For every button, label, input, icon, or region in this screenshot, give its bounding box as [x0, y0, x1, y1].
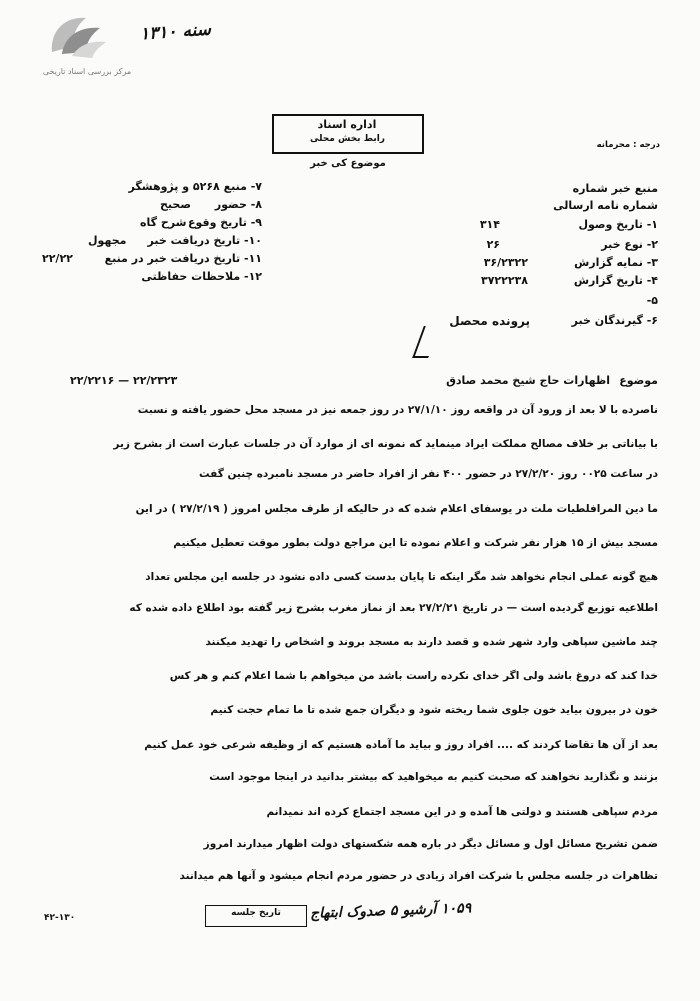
header-right-value: ۲۶ — [486, 238, 500, 251]
subject-text: اظهارات حاج شیخ محمد صادق — [446, 374, 610, 387]
header-left-label: ۸- حضور — [214, 198, 262, 211]
body-line: بعد از آن ها تقاضا کردند که .... افراد روز و بیاید ما آماده هستیم که از وظیفه شرعی خود عمل کنیم — [144, 739, 658, 751]
header-right-value: پرونده محصل — [449, 314, 530, 328]
header-left-value: صحیح — [160, 198, 191, 211]
header-right-label: ۴- تاریخ گزارش — [573, 274, 658, 287]
header-left-label: ۹- تاریخ وقوع — [187, 216, 262, 229]
header-left-value: شرح گاه — [140, 216, 187, 229]
header-left-value: ۲۲/۲۲ — [42, 252, 73, 265]
handwritten-archive-note: ۱۰۵۹ آرشیو ۵ صدوک ابتهاج — [309, 900, 472, 922]
body-line: ضمن تشریح مسائل اول و مسائل دیگر در باره همه شکستهای دولت اظهار میدارند امروز — [203, 838, 658, 850]
body-line: ما دین المرافلطیات ملت در یوسفای اعلام شده که در حالیکه از طرف مجلس امروز ( ۲۷/۲/۱۹ ) در این — [135, 503, 658, 515]
header-left-value: مجهول — [88, 234, 127, 247]
bracket-mark — [412, 326, 440, 358]
body-line: خدا کند که دروغ باشد ولی اگر خدای نکرده راست باشد من میخواهم با شما اعلام کنم و هر کس — [169, 670, 658, 682]
header-right-label: ۶- گیرندگان خبر — [571, 314, 658, 327]
body-line: بزنند و نگذارید نخواهند که صحبت کنیم به میخواهید که بیشتر بدانید در اینجا موجود است — [209, 771, 658, 783]
handwritten-year-note: سنه ۱۳۱۰ — [139, 19, 212, 45]
body-line: اطلاعیه توزیع گردیده است — در تاریخ ۲۷/۲/۲۱ بعد از نماز مغرب بشرح زیر گفته بود اطلاع داده شده که — [129, 602, 658, 614]
header-right-label: ۲- نوع خبر — [601, 238, 658, 251]
header-right-value: ۳۶/۲۳۲۲ — [483, 256, 528, 269]
header-left-label: ۱۱- تاریخ دریافت خبر در منبع — [104, 252, 262, 265]
archive-logo — [18, 10, 132, 82]
header-right-value: ۳۱۴ — [479, 218, 500, 231]
stamp-line-1: اداره اسناد — [317, 118, 377, 131]
body-line: مردم سپاهی هستند و دولتی ها آمده و در این مسجد اجتماع کرده اند نمیدانم — [266, 806, 658, 818]
body-line: در ساعت ۰۰۲۵ روز ۲۷/۲/۲۰ در حضور ۴۰۰ نفر از افراد حاضر در مسجد نامبرده چنین گفت — [199, 468, 658, 480]
footer-box-label: تاریخ جلسه — [231, 908, 281, 918]
archive-logo-icon — [42, 10, 112, 65]
footer-page-reference: ۴۲-۱۳۰ — [44, 913, 76, 923]
header-right-label: ۱- تاریخ وصول — [578, 218, 658, 231]
classification-label: درجه : محرمانه — [596, 140, 660, 150]
body-line: هیچ گونه عملی انجام نخواهد شد مگر اینکه تا پایان بدست کسی داده نشود در جلسه این مجلس تعداد — [145, 571, 658, 583]
body-line: با بیاناتی بر خلاف مصالح مملکت ایراد مینماید که نمونه ای از موارد آن در جلسات عبارت است از بشرح زیر — [113, 438, 658, 450]
header-right-value: ۳۷۲۲۲۳۸ — [481, 274, 528, 287]
header-left-label: ۱۲- ملاحظات حفاظتی — [141, 270, 262, 283]
subject-label: موضوع — [619, 374, 658, 387]
body-line: خون در بیرون بیاید خون جلوی شما ریخته شود و دیگران جمع شده تا ما تمام حجت کنیم — [210, 704, 658, 716]
stamp-subtitle: موضوع کی خبر — [310, 158, 386, 169]
header-right-label: منبع خبر شماره — [572, 182, 658, 195]
header-left-label: ۷- منبع ۵۲۶۸ و پژوهشگر — [128, 180, 262, 193]
body-line: مسجد بیش از ۱۵ هزار نفر شرکت و اعلام نموده تا این مراجع دولت بطور موقت تعطیل میکنیم — [173, 537, 658, 549]
header-left-label: ۱۰- تاریخ دریافت خبر — [147, 234, 262, 247]
body-line: چند ماشین سپاهی وارد شهر شده و قصد دارند به مسجد بروند و اشخاص را تهدید میکنند — [205, 636, 658, 648]
logo-caption: مرکز بررسی اسناد تاریخی — [42, 67, 132, 76]
subject-reference-numbers: ۲۲/۲۳۲۳ — ۲۲/۲۲۱۶ — [70, 374, 178, 387]
header-right-label: ۳- نمایه گزارش — [574, 256, 658, 269]
header-right-label: ۵- — [646, 294, 658, 307]
body-line: تظاهرات در جلسه مجلس با شرکت افراد زیادی در حضور مردم انجام میشود و آنها هم میدانند — [179, 870, 658, 882]
header-right-label: شماره نامه ارسالی — [553, 199, 658, 212]
body-line: ناصرده با لا بعد از ورود آن در واقعه روز ۲۷/۱/۱۰ در روز جمعه نیز در مسجد محل حضور یافته و نسبت — [137, 404, 658, 416]
stamp-line-2: رابط بخش محلی — [310, 134, 385, 144]
